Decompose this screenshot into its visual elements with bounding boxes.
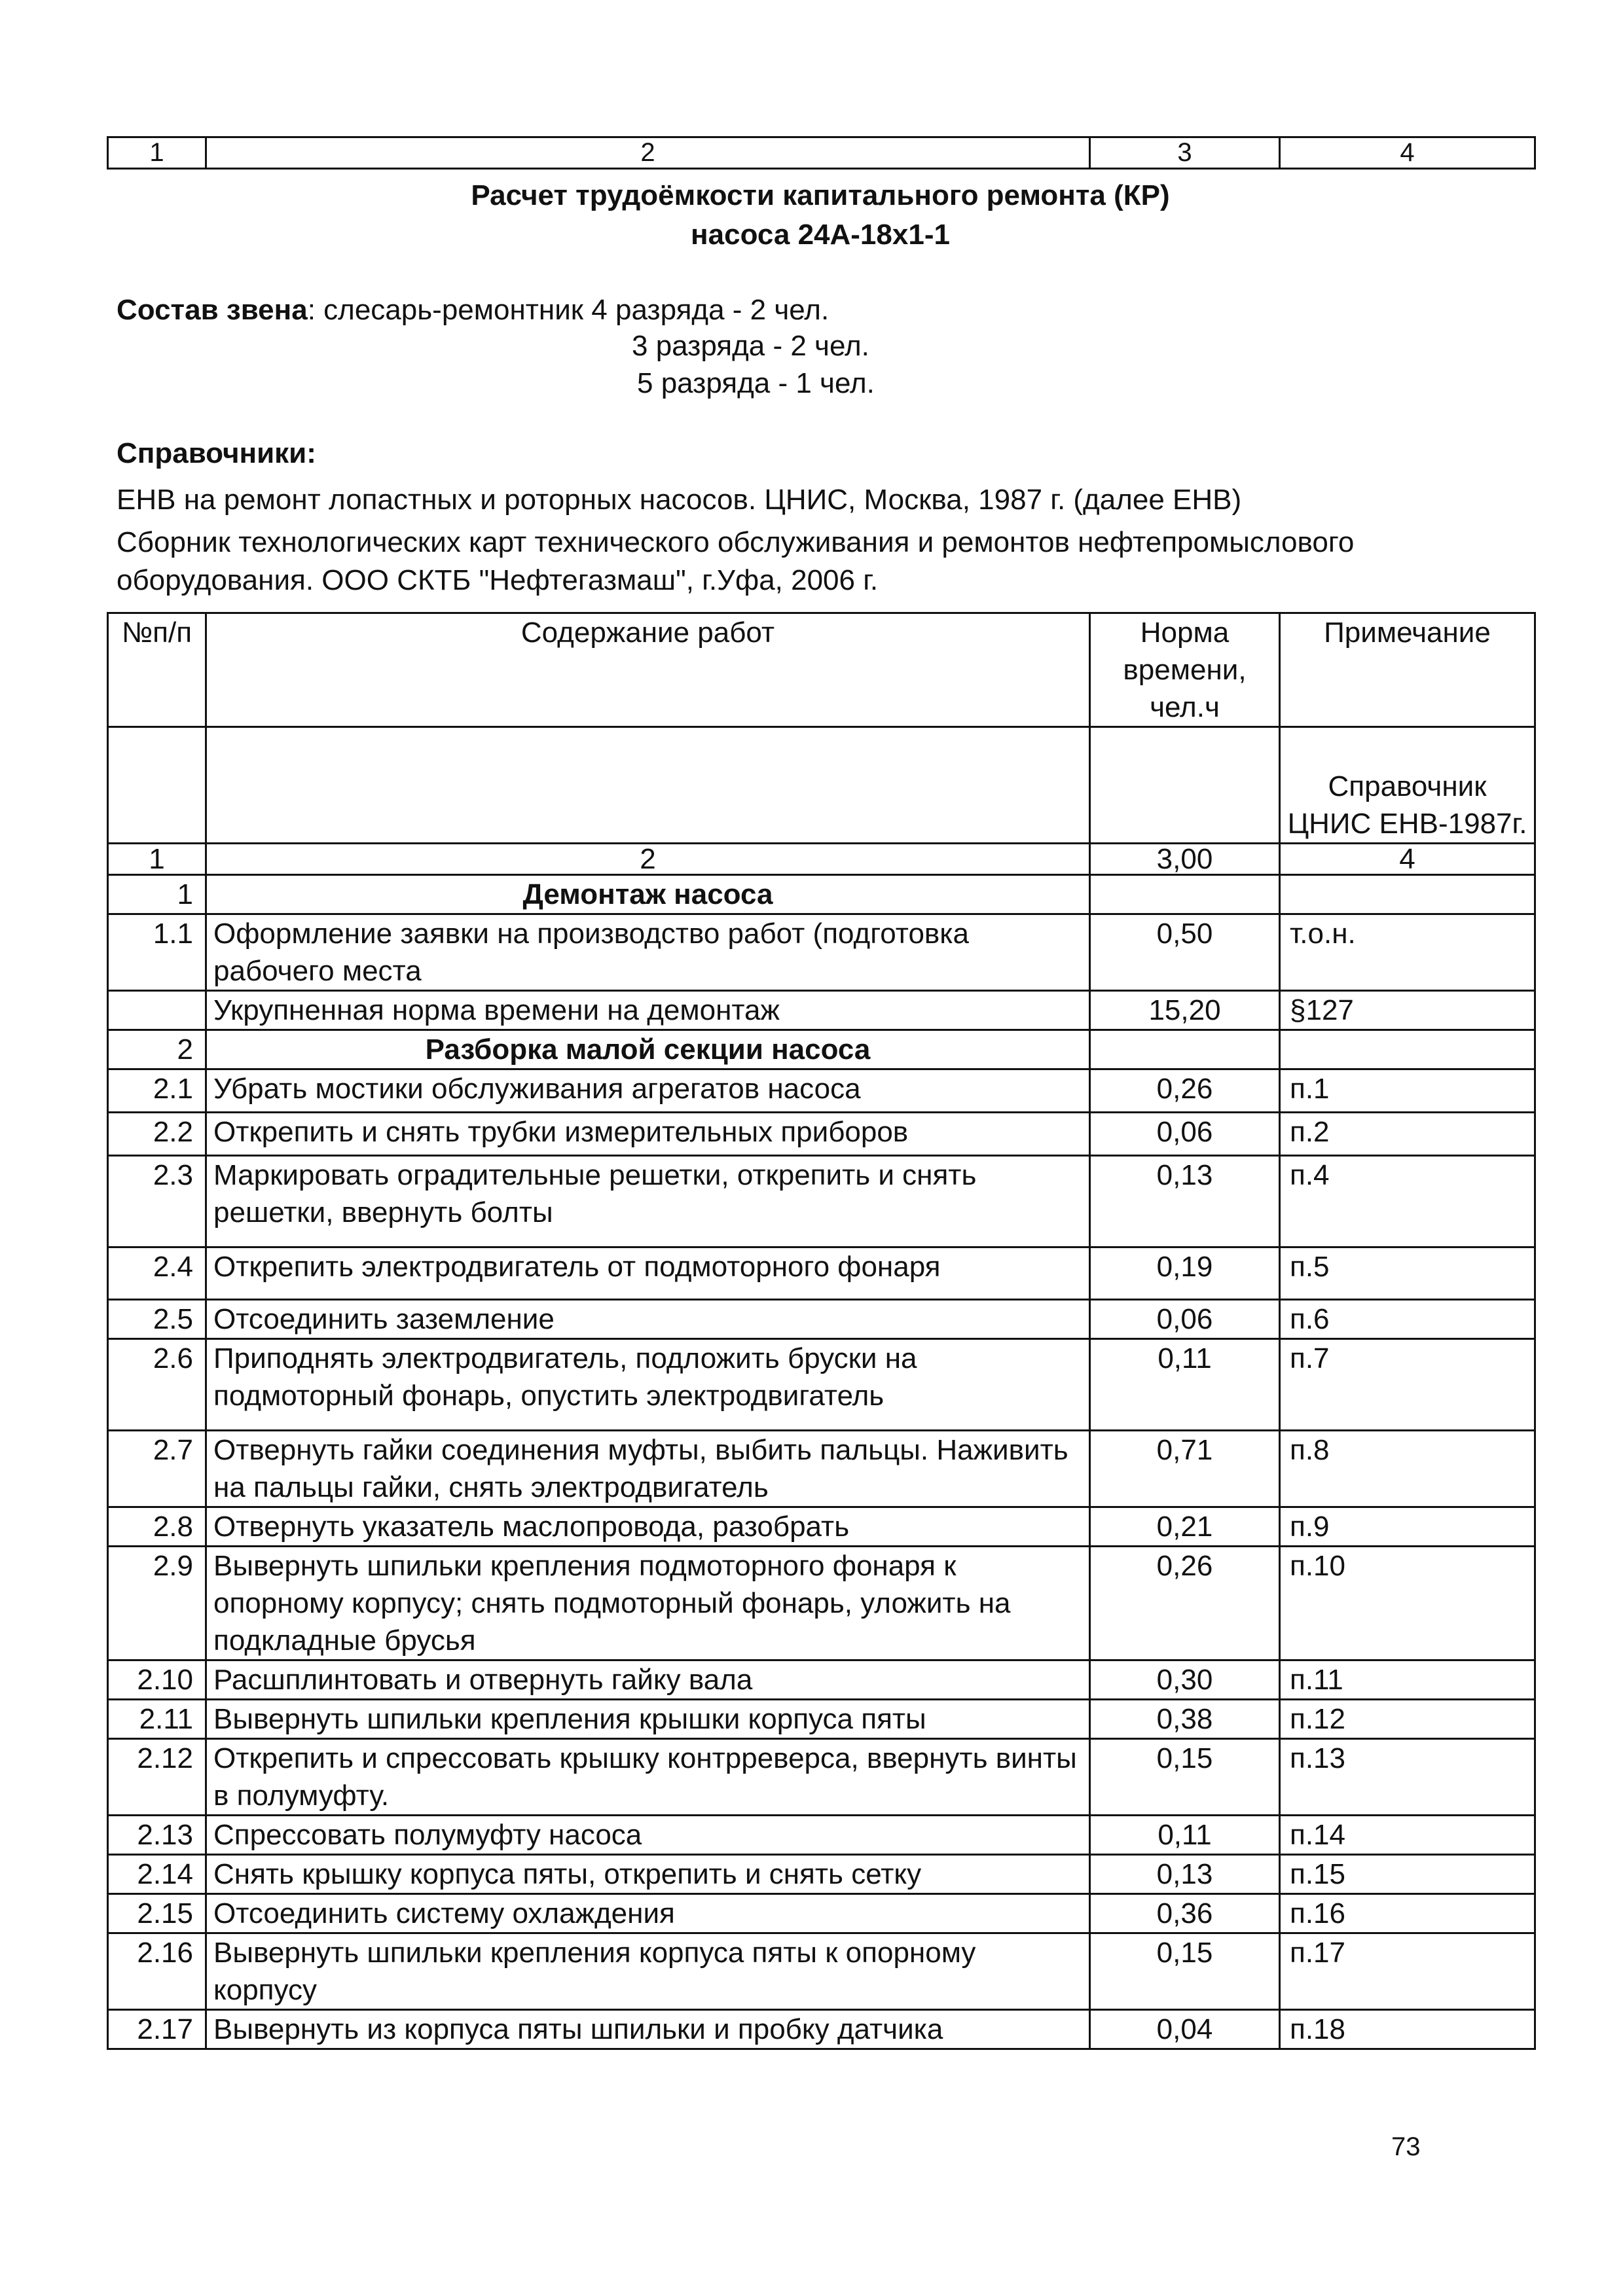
row-norm: 0,50 xyxy=(1090,914,1280,991)
row-num xyxy=(108,991,206,1030)
row-norm: 0,38 xyxy=(1090,1700,1280,1739)
table-row xyxy=(108,1547,1535,1660)
strip-col-3: 3 xyxy=(1090,137,1280,169)
col-number-row xyxy=(108,844,1535,875)
row-content: Открепить и спрессовать крышку контрреверса, ввернуть винты в полумуфту. xyxy=(206,1739,1090,1816)
row-content: Открепить электродвигатель от подмоторного фонаря xyxy=(206,1247,1090,1300)
row-norm: 0,71 xyxy=(1090,1431,1280,1507)
table-row xyxy=(108,1660,1535,1700)
row-norm: 0,30 xyxy=(1090,1660,1280,1700)
header-norm: Норма времени, чел.ч xyxy=(1090,613,1280,727)
reference-1: ЕНВ на ремонт лопастных и роторных насосов. ЦНИС, Москва, 1987 г. (далее ЕНВ) xyxy=(117,484,1242,516)
source-empty-3 xyxy=(1090,727,1280,844)
row-norm: 0,11 xyxy=(1090,1816,1280,1855)
row-note xyxy=(1280,1030,1535,1069)
row-content: Разборка малой секции насоса xyxy=(206,1030,1090,1069)
row-note: п.4 xyxy=(1280,1156,1535,1247)
row-note: п.13 xyxy=(1280,1739,1535,1816)
row-num: 1 xyxy=(108,875,206,914)
row-norm xyxy=(1090,875,1280,914)
colnum-4: 4 xyxy=(1280,844,1535,875)
row-norm: 15,20 xyxy=(1090,991,1280,1030)
source-empty-1 xyxy=(108,727,206,844)
source-note: Справочник ЦНИС ЕНВ-1987г. xyxy=(1280,727,1535,844)
row-num: 2.10 xyxy=(108,1660,206,1700)
table-row xyxy=(108,1933,1535,2010)
row-num: 2.2 xyxy=(108,1113,206,1156)
row-norm: 0,21 xyxy=(1090,1507,1280,1547)
row-num: 2 xyxy=(108,1030,206,1069)
source-row xyxy=(108,727,1535,844)
row-content: Отвернуть гайки соединения муфты, выбить пальцы. Наживить на пальцы гайки, снять электродвигатель xyxy=(206,1431,1090,1507)
row-num: 2.17 xyxy=(108,2010,206,2049)
header-num: №п/п xyxy=(108,613,206,727)
crew-line-3: 5 разряда - 1 чел. xyxy=(637,367,875,399)
row-note: т.о.н. xyxy=(1280,914,1535,991)
row-num: 2.7 xyxy=(108,1431,206,1507)
row-note: п.10 xyxy=(1280,1547,1535,1660)
colnum-2: 2 xyxy=(206,844,1090,875)
row-content: Приподнять электродвигатель, подложить бруски на подмоторный фонарь, опустить электродвигатель xyxy=(206,1339,1090,1431)
strip-col-1: 1 xyxy=(108,137,206,169)
row-norm: 0,13 xyxy=(1090,1855,1280,1894)
table-row xyxy=(108,991,1535,1030)
table-row xyxy=(108,1247,1535,1300)
row-norm: 0,15 xyxy=(1090,1933,1280,2010)
table-row xyxy=(108,1156,1535,1247)
row-content: Вывернуть шпильки крепления корпуса пяты к опорному корпусу xyxy=(206,1933,1090,2010)
row-norm: 0,15 xyxy=(1090,1739,1280,1816)
table-row xyxy=(108,1339,1535,1431)
row-note: п.5 xyxy=(1280,1247,1535,1300)
row-num: 2.14 xyxy=(108,1855,206,1894)
crew-composition xyxy=(117,291,829,329)
strip-col-4: 4 xyxy=(1280,137,1535,169)
table-row xyxy=(108,1816,1535,1855)
row-note: п.18 xyxy=(1280,2010,1535,2049)
table-row xyxy=(108,1855,1535,1894)
row-note: п.6 xyxy=(1280,1300,1535,1339)
section-row xyxy=(108,875,1535,914)
table-row xyxy=(108,914,1535,991)
table-row xyxy=(108,1113,1535,1156)
header-note: Примечание xyxy=(1280,613,1535,727)
row-note: §127 xyxy=(1280,991,1535,1030)
row-content: Убрать мостики обслуживания агрегатов насоса xyxy=(206,1069,1090,1113)
row-content: Укрупненная норма времени на демонтаж xyxy=(206,991,1090,1030)
row-num: 2.3 xyxy=(108,1156,206,1247)
row-norm: 0,11 xyxy=(1090,1339,1280,1431)
row-content: Отсоединить заземление xyxy=(206,1300,1090,1339)
table-row xyxy=(108,1069,1535,1113)
row-norm: 0,26 xyxy=(1090,1069,1280,1113)
source-empty-2 xyxy=(206,727,1090,844)
row-note: п.11 xyxy=(1280,1660,1535,1700)
row-norm: 0,04 xyxy=(1090,2010,1280,2049)
row-content: Демонтаж насоса xyxy=(206,875,1090,914)
row-num: 2.13 xyxy=(108,1816,206,1855)
row-norm: 0,26 xyxy=(1090,1547,1280,1660)
table-row xyxy=(108,1507,1535,1547)
column-number-strip xyxy=(107,136,1536,170)
row-norm: 0,36 xyxy=(1090,1894,1280,1933)
row-note: п.7 xyxy=(1280,1339,1535,1431)
row-num: 2.1 xyxy=(108,1069,206,1113)
row-content: Отсоединить систему охлаждения xyxy=(206,1894,1090,1933)
row-num: 2.12 xyxy=(108,1739,206,1816)
colnum-3: 3,00 xyxy=(1090,844,1280,875)
row-content: Вывернуть шпильки крепления крышки корпуса пяты xyxy=(206,1700,1090,1739)
row-num: 2.4 xyxy=(108,1247,206,1300)
row-norm: 0,06 xyxy=(1090,1300,1280,1339)
row-content: Маркировать оградительные решетки, открепить и снять решетки, ввернуть болты xyxy=(206,1156,1090,1247)
row-content: Спрессовать полумуфту насоса xyxy=(206,1816,1090,1855)
row-num: 2.15 xyxy=(108,1894,206,1933)
table-row xyxy=(108,1894,1535,1933)
row-content: Оформление заявки на производство работ (подготовка рабочего места xyxy=(206,914,1090,991)
row-num: 2.6 xyxy=(108,1339,206,1431)
row-content: Открепить и снять трубки измерительных приборов xyxy=(206,1113,1090,1156)
row-note: п.16 xyxy=(1280,1894,1535,1933)
table-row xyxy=(108,1300,1535,1339)
table-header-row xyxy=(108,613,1535,727)
page-subtitle: насоса 24А-18х1-1 xyxy=(691,219,950,251)
header-content: Содержание работ xyxy=(206,613,1090,727)
page-number: 73 xyxy=(1391,2132,1421,2161)
strip-col-2: 2 xyxy=(206,137,1090,169)
row-num: 2.5 xyxy=(108,1300,206,1339)
row-note: п.9 xyxy=(1280,1507,1535,1547)
crew-line-2: 3 разряда - 2 чел. xyxy=(632,330,869,362)
row-norm: 0,13 xyxy=(1090,1156,1280,1247)
row-content: Снять крышку корпуса пяты, открепить и снять сетку xyxy=(206,1855,1090,1894)
labor-table xyxy=(107,612,1536,2050)
row-note: п.1 xyxy=(1280,1069,1535,1113)
section-row xyxy=(108,1030,1535,1069)
row-num: 1.1 xyxy=(108,914,206,991)
colnum-1: 1 xyxy=(108,844,206,875)
row-note: п.14 xyxy=(1280,1816,1535,1855)
row-num: 2.11 xyxy=(108,1700,206,1739)
table-row xyxy=(108,1700,1535,1739)
row-norm: 0,19 xyxy=(1090,1247,1280,1300)
crew-label: Состав звена xyxy=(117,294,308,326)
row-note: п.2 xyxy=(1280,1113,1535,1156)
row-note xyxy=(1280,875,1535,914)
row-content: Вывернуть из корпуса пяты шпильки и пробку датчика xyxy=(206,2010,1090,2049)
row-num: 2.9 xyxy=(108,1547,206,1660)
table-row xyxy=(108,2010,1535,2049)
crew-line-1: : слесарь-ремонтник 4 разряда - 2 чел. xyxy=(307,294,830,326)
row-content: Вывернуть шпильки крепления подмоторного фонаря к опорному корпусу; снять подмоторный фонарь, уложить на подкладные брусья xyxy=(206,1547,1090,1660)
row-num: 2.16 xyxy=(108,1933,206,2010)
table-row xyxy=(108,1431,1535,1507)
table-row xyxy=(108,1739,1535,1816)
row-note: п.8 xyxy=(1280,1431,1535,1507)
row-content: Расшплинтовать и отвернуть гайку вала xyxy=(206,1660,1090,1700)
row-note: п.17 xyxy=(1280,1933,1535,2010)
row-content: Отвернуть указатель маслопровода, разобрать xyxy=(206,1507,1090,1547)
row-num: 2.8 xyxy=(108,1507,206,1547)
row-norm xyxy=(1090,1030,1280,1069)
page-title: Расчет трудоёмкости капитального ремонта (КР) xyxy=(471,179,1170,211)
row-note: п.15 xyxy=(1280,1855,1535,1894)
reference-2: Сборник технологических карт технического обслуживания и ремонтов нефтепромыслового оборудования. ООО СКТБ "Нефтегазмаш", г.Уфа, 2006 г. xyxy=(117,526,1355,596)
references-heading: Справочники: xyxy=(117,437,316,469)
row-norm: 0,06 xyxy=(1090,1113,1280,1156)
row-note: п.12 xyxy=(1280,1700,1535,1739)
